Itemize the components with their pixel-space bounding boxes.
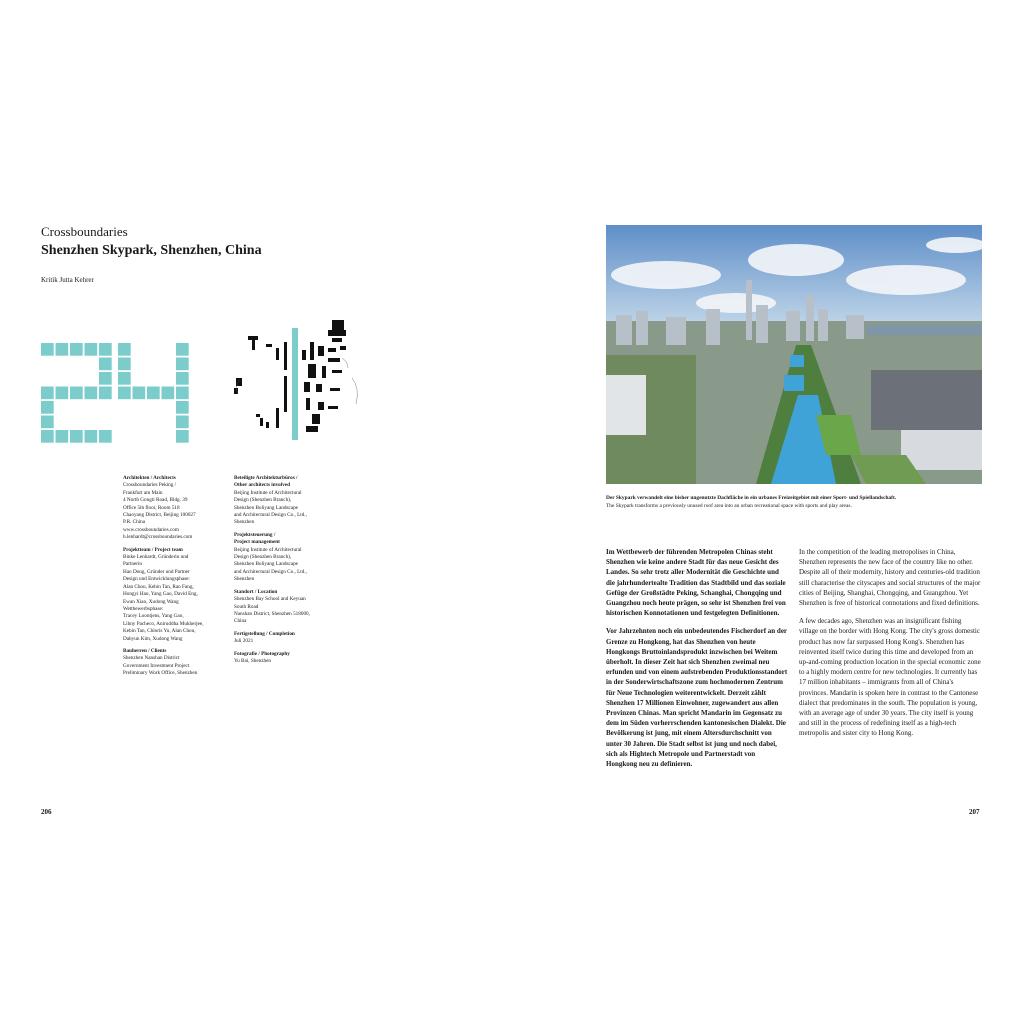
page-number-left: 206	[41, 808, 52, 816]
number-tile	[118, 372, 131, 385]
number-tile	[118, 343, 131, 356]
skypark-roof-strip	[292, 328, 298, 440]
caption-en: The Skypark transforms a previously unused roof area into an urban recreational space with sports and play areas.	[606, 503, 852, 509]
paragraph: Vor Jahrzehnten noch ein unbedeutendes Fischerdorf an der Grenze zu Hongkong, hat das Shenzhen von heute Hongkongs Bruttoinlandsprodukt inzwischen bei Weitem überholt. In dieser Zeit hat sich Shenzhen zweimal neu erfunden und von einem aufstrebenden Produktionsstandort in der Sonderwirtschaftszone zum hochmodernen Zentrum für Neue Technologien weiterentwickelt. Derzeit zählt Shenzhen 17 Millionen Einwohner, zugewandert aus allen Provinzen Chinas. Man spricht Mandarin im Gegensatz zu dem im Süden vorherrschenden kantonesischen Dialekt. Die Bevölkerung ist jung, mit einem Altersdurchschnitt von unter 30 Jahren. Die Stadt selbst ist jung und noch dabei, sich als Hightech Metropole und Partnerstadt von Hongkong neu zu definieren.	[606, 627, 788, 769]
body-text-english	[799, 547, 981, 747]
number-tile	[176, 401, 189, 414]
number-tile	[56, 430, 69, 443]
number-tile	[85, 387, 98, 400]
number-tile	[56, 387, 69, 400]
info-label: Bauherren / Clients	[123, 647, 167, 654]
skypark-aerial-photo	[606, 225, 982, 484]
number-tile	[99, 358, 112, 371]
site-plan-drawing	[232, 318, 367, 443]
number-tile	[70, 387, 83, 400]
number-tile	[99, 343, 112, 356]
info-text: Juli 2021	[234, 638, 254, 645]
number-tile	[99, 430, 112, 443]
number-tile	[118, 358, 131, 371]
number-tile	[99, 372, 112, 385]
paragraph: Im Wettbewerb der führenden Metropolen Chinas steht Shenzhen wie keine andere Stadt für das neue Gesicht des Landes. So sehr trotz aller Modernität die Geschichte und die jahrhundertealte Tradition das Stadtbild und das soziale Gefüge der Großstädte Peking, Schanghai, Chongqing und Guangzhou noch heute prägen, so sehr ist Shenzhen frei von historischen Konnotationen und festgelegten Definitionen.	[606, 548, 786, 618]
info-label: Projektteam / Project team	[123, 546, 183, 553]
number-tile	[85, 343, 98, 356]
number-tile	[56, 343, 69, 356]
number-tile	[176, 430, 189, 443]
info-label: Projektsteuerung / Project management	[234, 531, 280, 546]
body-text-german	[606, 547, 788, 777]
page-number-right: 207	[969, 808, 980, 816]
number-tile	[176, 416, 189, 429]
critic-credit: Kritik Jutta Kehrer	[41, 276, 94, 284]
info-text: Beijing Institute of Architectural Design (Shenzhen Branch), Shenzhen Boliyang Landscape and Architectural Design Co., Ltd., Shenzhen	[234, 489, 307, 526]
project-title: Shenzhen Skypark, Shenzhen, China	[41, 243, 262, 258]
info-label: Beteiligte Architekturbüros / Other architects involved	[234, 475, 298, 489]
number-tile	[176, 387, 189, 400]
photo-caption	[606, 494, 982, 510]
number-tile	[176, 343, 189, 356]
number-tile	[85, 430, 98, 443]
number-tile	[41, 430, 54, 443]
info-text: Binke Lenhardt, Gründerin und Partnerin Hao Dong, Gründer und Partner Design und Entwicklungsphase: Alan Chou, Kebin Tan, Rao Fang, Hongyi Hao, Yang Gao, David Eng, Ewan Xiao, Xudong Wang Wettbewerbsphase: Tracey Loontjens, Yang Gao, Libny Pacheco, Aniruddha Mukherjee, Kebin Tan, Chloris Yu, Alan Chou, Dabyun Kim, Xudong Wang	[123, 554, 204, 642]
number-tile	[41, 401, 54, 414]
number-tile	[41, 387, 54, 400]
number-tile	[147, 387, 160, 400]
project-info-right	[234, 475, 344, 670]
number-tile	[118, 387, 131, 400]
info-label: Architekten / Architects	[123, 475, 176, 481]
number-tile	[70, 343, 83, 356]
number-tile	[133, 387, 146, 400]
number-tile	[162, 387, 175, 400]
info-text: Beijing Institute of Architectural Design (Shenzhen Branch), Shenzhen Boliyang Landscape and Architectural Design Co., Ltd., Shenzhen	[234, 546, 307, 583]
info-text: Shenzhen Bay School and Keyuan South Road Nanshan District, Shenzhen 518000, China	[234, 596, 310, 625]
paragraph: In the competition of the leading metropolises in China, Shenzhen represents the new face of the country like no other. Despite all of their modernity, history and centuries-old tradition still characterise the cityscapes and social structures of the major cities of Beijing, Shanghai, Chongqing, and Guangzhou. Yet Shenzhen is free of historical connotations and fixed definitions.	[799, 548, 981, 608]
project-number-graphic	[41, 343, 191, 445]
caption-de: Der Skypark verwandelt eine bisher ungenutzte Dachfläche in ein urbanes Freizeitgebiet mit einer Sport- und Spiellandschaft.	[606, 495, 897, 501]
info-text: Shenzhen Nanshan District Government Investment Project Preliminary Work Office, Shenzhen	[123, 655, 198, 677]
number-tile	[99, 387, 112, 400]
number-tile	[176, 358, 189, 371]
info-label: Fotografie / Photography	[234, 650, 290, 657]
info-text: Crossboundaries Peking / Frankfurt am Main 4 North Gongti Road, Bldg. 39 Office 5th floor, Room 518 Chaoyang District, Beijing 100027 P.R. China www.crossboundaries.com b.lenhardt@crossboundaries.com	[123, 482, 196, 541]
info-label: Fertigstellung / Completion	[234, 630, 295, 637]
info-label: Standort / Location	[234, 588, 278, 595]
paragraph: A few decades ago, Shenzhen was an insignificant fishing village on the border with Hong Kong. The city's gross domestic product has now far surpassed Hong Kong's. Shenzhen has reinvented itself twice during this time and developed from an up-and-coming production location in the special economic zone to a highly modern centre for new technologies. It currently has 17 million inhabitants – immigrants from all of China's provinces. Mandarin is spoken here in contrast to the Cantonese dialect that predominates in the south. The population is young, with an average age of under 30 years. The city itself is young and still in the process of redefining itself as a high-tech metropolis and sister city to Hong Kong.	[799, 617, 981, 738]
number-tile	[41, 343, 54, 356]
number-tile	[41, 416, 54, 429]
info-text: Yu Bai, Shenzhen	[234, 657, 272, 664]
architect-firm: Crossboundaries	[41, 224, 128, 239]
number-tile	[70, 430, 83, 443]
project-info-left	[123, 475, 233, 683]
number-tile	[176, 372, 189, 385]
